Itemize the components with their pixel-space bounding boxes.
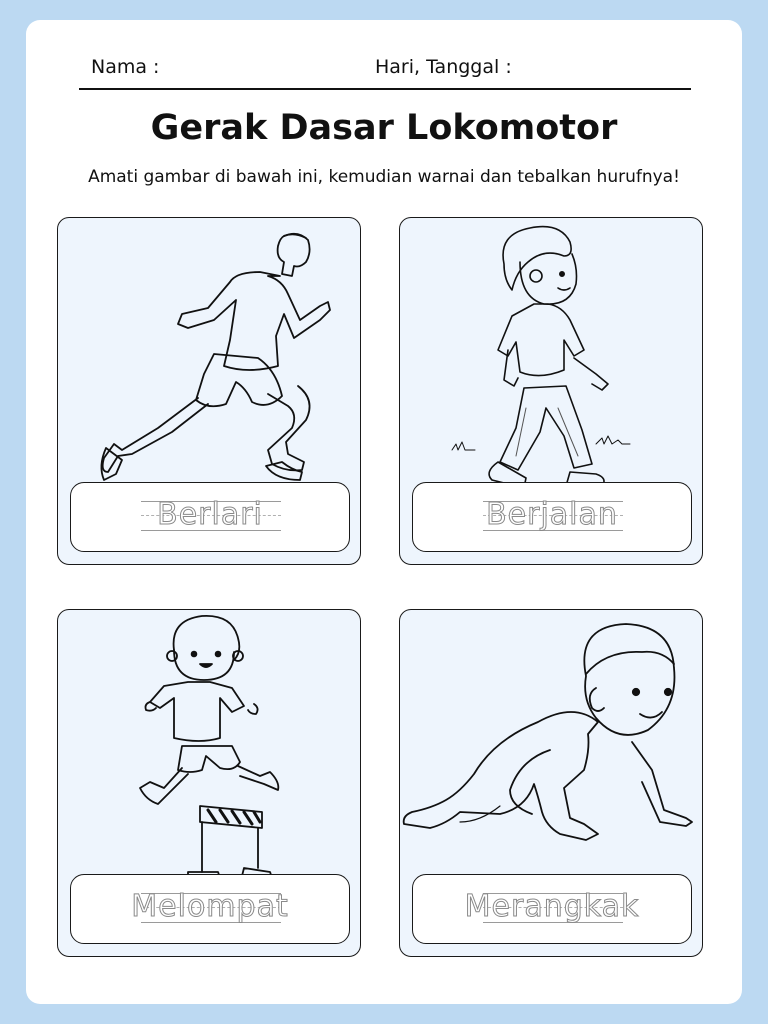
trace-box-berlari[interactable] (70, 482, 350, 552)
activity-card-walking (399, 217, 703, 565)
worksheet-page (26, 20, 742, 1004)
instruction-text: Amati gambar di bawah ini, kemudian warnai dan tebalkan hurufnya! (88, 167, 680, 187)
activity-card-crawling (399, 609, 703, 957)
jumping-boy-illustration (58, 610, 362, 874)
activity-card-jumping (57, 609, 361, 957)
header-underline (79, 88, 691, 90)
crawling-baby-illustration (400, 610, 704, 874)
trace-word-merangkak: Merangkak (464, 889, 640, 924)
trace-box-melompat[interactable] (70, 874, 350, 944)
trace-box-berjalan[interactable] (412, 482, 692, 552)
trace-word-berlari: Berlari (157, 497, 263, 532)
activity-card-running (57, 217, 361, 565)
worksheet-title: Gerak Dasar Lokomotor (150, 108, 618, 148)
trace-word-berjalan: Berjalan (486, 497, 618, 532)
name-label: Nama : (91, 56, 160, 78)
trace-box-merangkak[interactable] (412, 874, 692, 944)
date-label: Hari, Tanggal : (375, 56, 512, 78)
running-man-illustration (58, 218, 362, 482)
walking-boy-illustration (400, 218, 704, 482)
trace-word-melompat: Melompat (131, 889, 289, 924)
